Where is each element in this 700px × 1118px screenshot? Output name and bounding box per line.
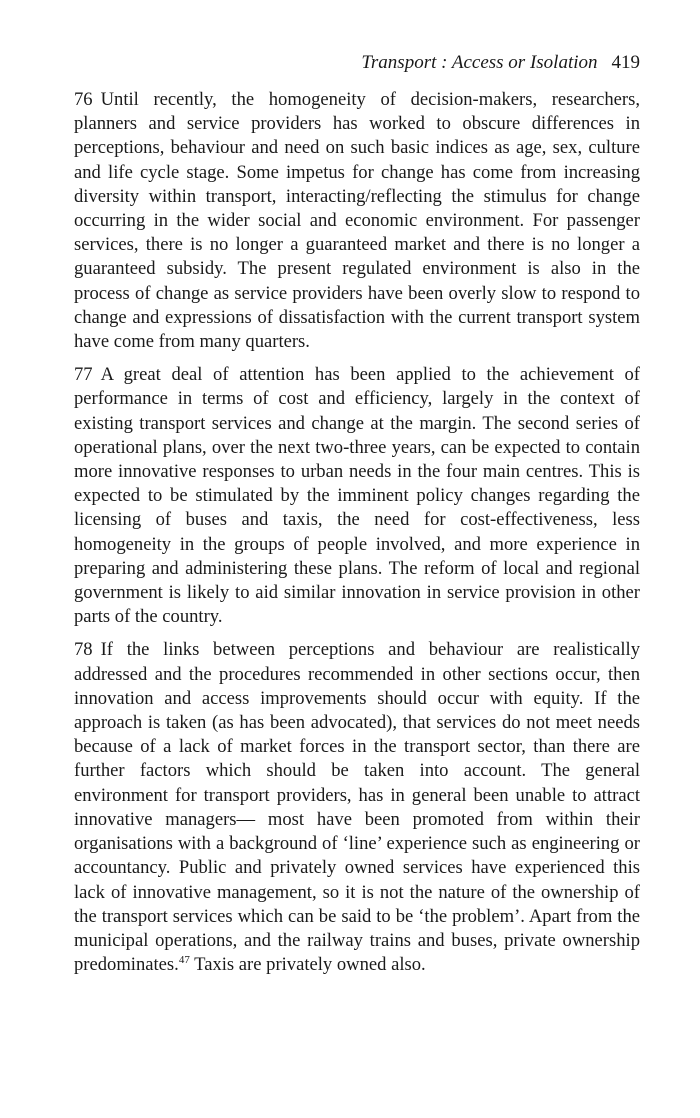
paragraph-77 (74, 363, 640, 629)
paragraph-78 (74, 638, 640, 977)
running-head (74, 50, 640, 76)
page-number: 419 (611, 52, 640, 73)
paragraph-text: If the links between perceptions and behaviour are realistically addressed and the procedures recommended in other sections occur, then innovation and access improvements should occur with equity. If the approach is taken (as has been advocated), that services do not meet needs because of a lack of market forces in the transport sector, than there are further factors which should be taken into account. The general environment for transport providers, has in general been unable to attract innovative managers— most have been promoted from within their organisations with a background of ‘line’ experience such as engineering or accountancy. Public and privately owned services have experienced this lack of innovative management, so it is not the nature of the ownership of the transport services which can be said to be ‘the problem’. Apart from the municipal operations, and the railway trains and buses, private ownership predominates. (74, 639, 640, 976)
paragraph-number: 78 (74, 639, 93, 661)
running-head-title: Transport : Access or Isolation (361, 52, 598, 73)
document-page (74, 50, 640, 986)
paragraph-number: 77 (74, 364, 93, 386)
paragraph-text: A great deal of attention has been applied to the achievement of performance in terms of cost and efficiency, largely in the context of existing transport services and change at the margin. The second series of operational plans, over the next two-three years, can be expected to contain more innovative responses to urban needs in the four main centres. This is expected to be stimulated by the imminent policy changes regarding the licensing of buses and taxis, the need for cost-effectiveness, less homogeneity in the groups of people involved, and more experience in preparing and administering these plans. The reform of local and regional government is likely to aid similar innovation in service provision in other parts of the country. (74, 364, 640, 628)
paragraph-text: Until recently, the homogeneity of decision-makers, researchers, planners and service providers has worked to obscure differences in perceptions, behaviour and need on such basic indices as age, sex, culture and life cycle stage. Some impetus for change has come from increasing diversity within transport, interacting/reflecting the stimulus for change occurring in the wider social and economic environment. For passenger services, there is no longer a guaranteed market and there is no longer a guaranteed subsidy. The present regulated environment is also in the process of change as service providers have been overly slow to respond to change and expressions of dissatisfaction with the current transport system have come from many quarters. (74, 89, 640, 353)
paragraph-text-end: Taxis are privately owned also. (189, 954, 426, 976)
paragraph-number: 76 (74, 89, 93, 110)
footnote-reference[interactable]: 47 (178, 953, 190, 966)
paragraph-76 (74, 88, 640, 354)
